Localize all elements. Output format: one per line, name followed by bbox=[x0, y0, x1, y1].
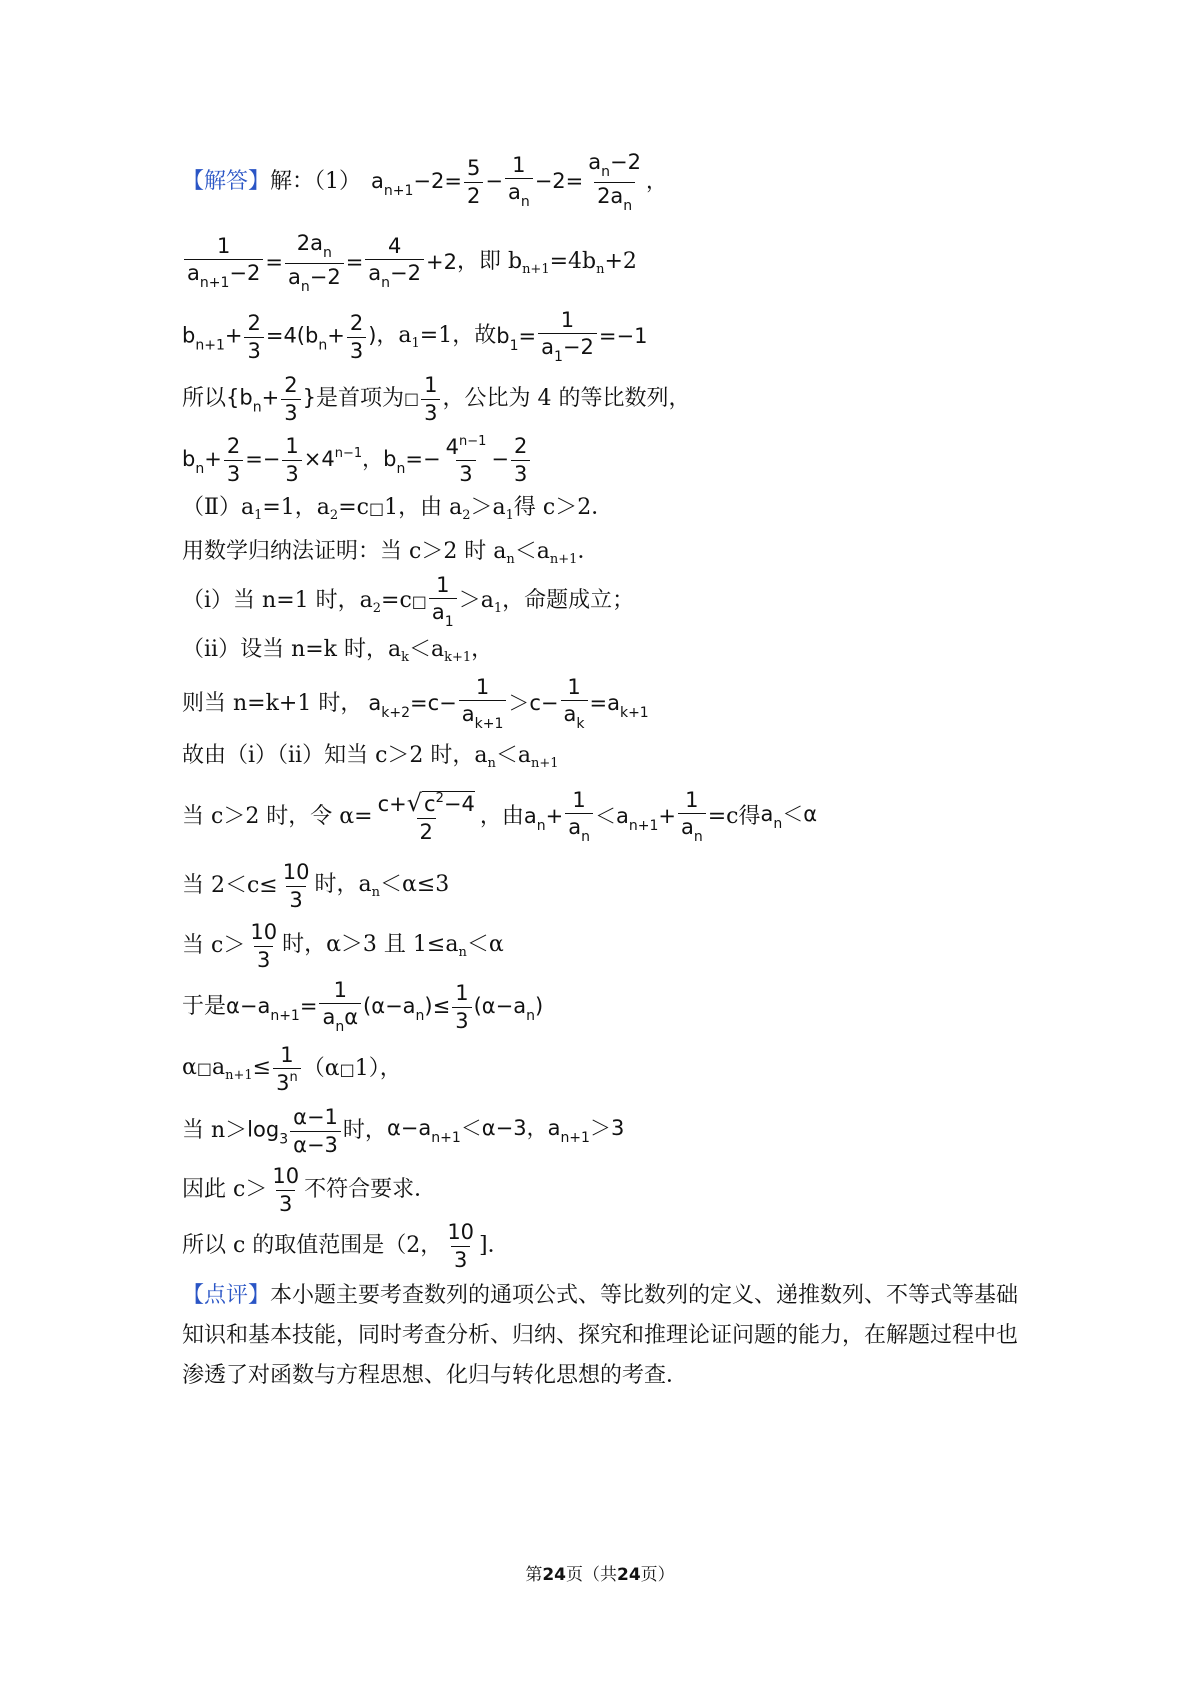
answer-line-19 bbox=[182, 1220, 510, 1272]
hence-rest: 不符合要求． bbox=[304, 1177, 437, 1202]
when-c10-label: 当 c＞ bbox=[182, 933, 246, 958]
answer-line-13: 当 2＜c≤ $\frac{10}{3}$ 时，$a_n<\alpha\le 3$ bbox=[182, 860, 450, 912]
answer-line-15 bbox=[182, 980, 543, 1034]
answer-line-16: $\alpha□a_{n+1}\le$ $\frac{1}{3^n}$ （α□1）， bbox=[182, 1042, 402, 1095]
when-c2-by: ，由 bbox=[479, 804, 524, 829]
a1-value: ，$a_1=1$，故 bbox=[376, 322, 497, 351]
formula-b1: $b_1=$ $\frac{1}{a_1-2}$ =−1 bbox=[496, 308, 648, 366]
case-one: （ⅰ）当 n=1 时，$a_2=c□$ bbox=[182, 587, 427, 616]
formula-one-over-3n: $\frac{1}{3^n}$ bbox=[273, 1044, 301, 1094]
formula-an-lt-alpha: $a_n<\alpha$ bbox=[760, 801, 818, 832]
answer-line-3 bbox=[182, 308, 648, 366]
remark-block bbox=[182, 1276, 1022, 1396]
bn-recurrence: ，即 $b_{n+1}=4b_n+2$ bbox=[456, 248, 637, 277]
so-rest-2: ，公比为 4 的等比数列， bbox=[442, 386, 691, 411]
formula-ak2: $a_{k+2}=c-$ $\frac{1}{a_{k+1}}$ ＞c− $\frac{1}{a_k}$ $=a_{k+1}$ bbox=[368, 675, 649, 733]
when-c2-get: =c得 bbox=[707, 804, 761, 829]
page-total: 24 bbox=[617, 1565, 641, 1585]
answer-line-2 bbox=[182, 230, 637, 295]
formula-ten-thirds-3: 10 3 bbox=[272, 1164, 300, 1216]
answer-line-7 bbox=[182, 538, 599, 568]
formula-alpha-diff: $\alpha-a_{n+1}=$ 1 $a_n\alpha$ $(\alpha-a_n)\le$ $\frac{1}{3}$ $(\alpha-a_n)$ bbox=[226, 978, 544, 1036]
formula-third: 1 3 bbox=[421, 374, 440, 423]
part-two: $(Ⅱ)a_1=1$，$a_2=c□1$，由 $a_2>a_1$得 c＞2． bbox=[182, 494, 614, 523]
part-one-label: 解：（1） bbox=[270, 169, 362, 194]
formula-bn-shift: $b_{n+1}+$ $\frac{2}{3}$ $=4(b_n+$ $\frac{2}{3}$ ) bbox=[182, 311, 377, 363]
case-two: （ⅱ）设当 n=k 时，$a_k<a_{k+1}$， bbox=[182, 636, 494, 665]
formula-bn-general: $b_n+$ $\frac{2}{3}$ =− $\frac{1}{3}$ $\times 4^{n-1}$，$b_n=-$ $\frac{4^{n-1}}{3}$ − $\frac{2}{3}$ bbox=[182, 435, 532, 485]
remark-tag: 【点评】 bbox=[182, 1283, 271, 1308]
formula-ten-thirds: $\frac{10}{3}$ bbox=[282, 860, 310, 912]
formula-ten-thirds-2: 10 3 bbox=[250, 920, 278, 972]
remark-text: 本小题主要考查数列的通项公式、等比数列的定义、递推数列、不等式等基础知识和基本技能，同时考查分析、归纳、探究和推理论证问题的能力，在解题过程中也渗透了对函数与方程思想、化归与转化思想的考查． bbox=[182, 1283, 1019, 1388]
formula-an1: $a_{n+1}-2=$ $\frac{5}{2}$ − $\frac{1}{a_n}$ −2= $\frac{a_n-2}{2a_n}$ ， bbox=[371, 149, 667, 214]
then-label: 则当 n=k+1 时， bbox=[182, 691, 363, 716]
then2-label: 于是 bbox=[182, 994, 227, 1019]
range-end: ]． bbox=[479, 1233, 510, 1258]
page-number: 24 bbox=[542, 1565, 566, 1585]
formula-alpha-gap: $\alpha-a_{n+1}<\alpha-3$，$a_{n+1}>3$ bbox=[386, 1115, 625, 1146]
answer-line-11 bbox=[182, 742, 559, 772]
range-label: 所以 c 的取值范围是（2， bbox=[182, 1233, 443, 1258]
formula-one-over-a1: 1 $a_1$ bbox=[429, 574, 457, 630]
when-2c-label: 当 2＜c≤ bbox=[182, 873, 278, 898]
answer-line-1 bbox=[182, 149, 667, 214]
induction-statement: 用数学归纳法证明：当 c＞2 时 $a_n<a_{n+1}$． bbox=[182, 538, 600, 567]
page-footer: 第24页（共24页） bbox=[525, 1565, 675, 1585]
so-label: 所以 bbox=[182, 386, 227, 411]
alpha-bound: $\alpha□a_{n+1}\le$ bbox=[182, 1054, 272, 1083]
formula-an-bound: $a_n+$ $\frac{1}{a_n}$ $<a_{n+1}+$ $\frac{1}{a_n}$ bbox=[524, 789, 708, 845]
answer-line-12 bbox=[182, 786, 817, 848]
when-n-label: 当 n＞ bbox=[182, 1118, 248, 1143]
answer-line-6 bbox=[182, 494, 613, 524]
formula-alpha: $\frac{c+√c^2-4}{2}$ bbox=[377, 788, 475, 845]
answer-line-8: （ⅰ）当 n=1 时，$a_2=c□$ 1 $a_1$ $>a_1$，命题成立； bbox=[182, 573, 635, 631]
answer-tag: 【解答】 bbox=[182, 169, 271, 194]
answer-line-17 bbox=[182, 1104, 624, 1158]
when-n-time: 时， bbox=[342, 1118, 387, 1143]
formula-log: $\log_3$ $\frac{\alpha-1}{\alpha-3}$ bbox=[247, 1106, 343, 1155]
so-rest: 是首项为 bbox=[315, 386, 404, 411]
formula-ten-thirds-4: 10 3 bbox=[447, 1220, 475, 1272]
hence-label: 因此 c＞ bbox=[182, 1177, 268, 1202]
missing-glyph: □ bbox=[403, 389, 420, 408]
answer-line-4 bbox=[182, 374, 690, 424]
answer-line-18 bbox=[182, 1164, 436, 1216]
when-c2-label: 当 c＞2 时，令 α= bbox=[182, 804, 373, 829]
answer-line-9 bbox=[182, 636, 493, 666]
answer-line-10 bbox=[182, 675, 649, 733]
formula-reciprocal: $\frac{1}{a_{n+1}-2}$ = $\frac{2a_n}{a_n-2}$ = $\frac{4}{a_n-2}$ +2 bbox=[182, 232, 457, 294]
conclusion-monotone: 故由（ⅰ）（ⅱ）知当 c＞2 时，$a_n<a_{n+1}$ bbox=[182, 742, 559, 771]
answer-line-5 bbox=[182, 434, 532, 486]
formula-set: {$b_n+$ $\frac{2}{3}$ } bbox=[226, 373, 316, 425]
answer-line-14: 当 c＞ 10 3 时，α＞3 且 $1\le a_n<\alpha$ bbox=[182, 920, 504, 972]
